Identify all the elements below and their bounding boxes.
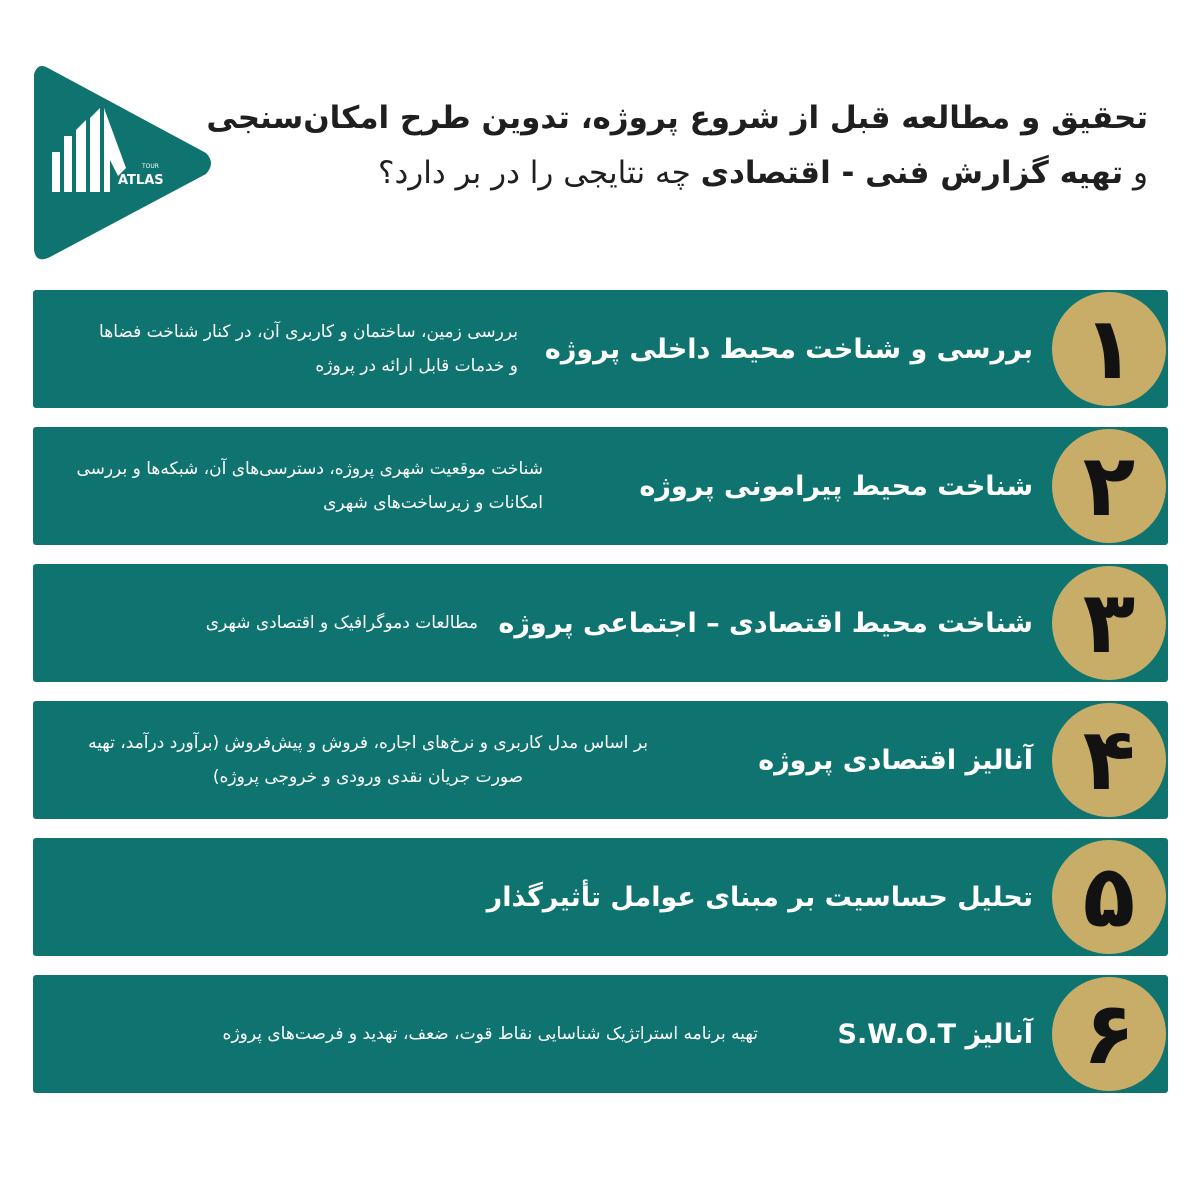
step-heading: بررسی و شناخت محیط داخلی پروژه xyxy=(544,333,1033,365)
step-number-badge: ۴ xyxy=(1052,703,1166,817)
step-row-3 xyxy=(33,564,1168,682)
step-description: بررسی زمین، ساختمان و کاربری آن، در کنار شناخت فضاها و خدمات قابل ارائه در پروژه xyxy=(99,322,518,376)
step-description: تهیه برنامه استراتژیک شناسایی نقاط قوت، ضعف، تهدید و فرصت‌های پروژه xyxy=(222,1024,758,1044)
step-number-badge: ۳ xyxy=(1052,566,1166,680)
step-heading: تحلیل حساسیت بر مبنای عوامل تأثیرگذار xyxy=(486,881,1033,913)
step-number-badge: ۲ xyxy=(1052,429,1166,543)
page-title xyxy=(206,92,1148,202)
step-row-1 xyxy=(33,290,1168,408)
step-description: بر اساس مدل کاربری و نرخ‌های اجاره، فروش و پیش‌فروش (برآورد درآمد، تهیه صورت جریان نقدی ورودی و خروجی پروژه) xyxy=(88,733,648,787)
atlas-logo xyxy=(30,60,215,265)
step-number-badge: ۵ xyxy=(1052,840,1166,954)
step-row-6 xyxy=(33,975,1168,1093)
step-number-badge: ۶ xyxy=(1052,977,1166,1091)
title-line-1: تحقیق و مطالعه قبل از شروع پروژه، تدوین طرح امکان‌سنجی xyxy=(206,100,1148,136)
step-description: شناخت موقعیت شهری پروژه، دسترسی‌های آن، شبکه‌ها و بررسی امکانات و زیرساخت‌های شهری xyxy=(76,459,543,513)
step-heading: آنالیز S.W.O.T xyxy=(837,1018,1033,1050)
step-description: مطالعات دموگرافیک و اقتصادی شهری xyxy=(205,613,478,633)
step-number-badge: ۱ xyxy=(1052,292,1166,406)
step-heading: شناخت محیط پیرامونی پروژه xyxy=(639,470,1033,502)
logo-brand: ATLAS xyxy=(118,173,164,188)
step-row-5 xyxy=(33,838,1168,956)
logo-sub: TOUR xyxy=(142,163,159,170)
step-row-4 xyxy=(33,701,1168,819)
title-line-2: و تهیه گزارش فنی - اقتصادی چه نتایجی را در بر دارد؟ xyxy=(378,155,1148,191)
step-row-2 xyxy=(33,427,1168,545)
title-bold: تهیه گزارش فنی - اقتصادی xyxy=(700,155,1124,191)
step-heading: شناخت محیط اقتصادی – اجتماعی پروژه xyxy=(498,607,1033,639)
steps-list xyxy=(33,290,1168,1112)
step-heading: آنالیز اقتصادی پروژه xyxy=(758,744,1033,776)
